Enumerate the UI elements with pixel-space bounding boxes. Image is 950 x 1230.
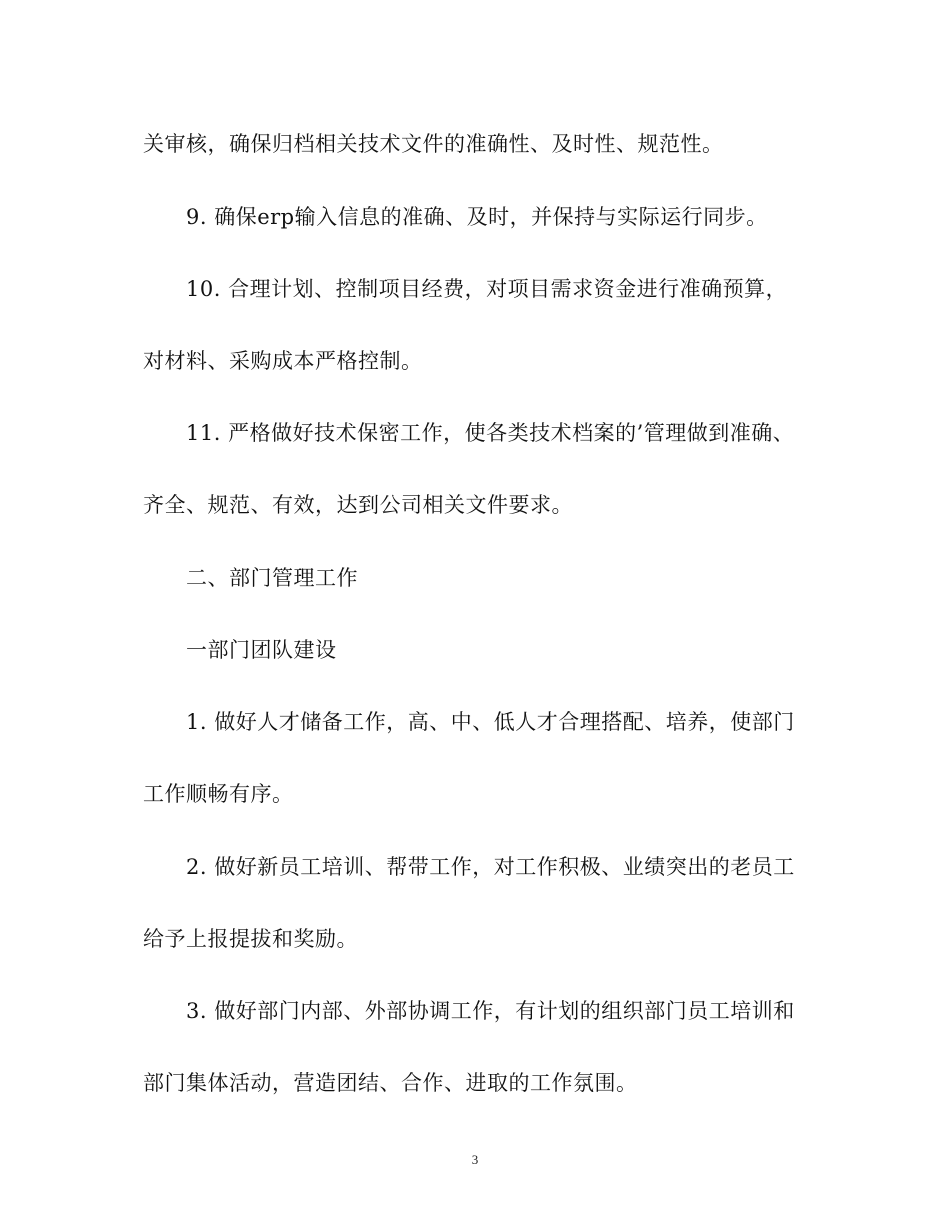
- paragraph-line: 工作顺畅有序。: [143, 782, 294, 806]
- paragraph-line: 给予上报提拔和奖励。: [143, 927, 358, 951]
- paragraph-line: 对材料、采购成本严格控制。: [143, 349, 423, 373]
- paragraph-line: 10. 合理计划、控制项目经费，对项目需求资金进行准确预算，: [186, 277, 788, 301]
- section-heading: 二、部门管理工作: [186, 566, 358, 590]
- page-number: 3: [471, 1152, 479, 1167]
- paragraph-line: 9. 确保erp输入信息的准确、及时，并保持与实际运行同步。: [186, 205, 768, 229]
- paragraph-line: 部门集体活动，营造团结、合作、进取的工作氛围。: [143, 1071, 638, 1095]
- paragraph-line: 齐全、规范、有效，达到公司相关文件要求。: [143, 493, 573, 517]
- paragraph-line: 3. 做好部门内部、外部协调工作，有计划的组织部门员工培训和: [186, 999, 795, 1023]
- subsection-heading: 一部门团队建设: [186, 638, 337, 662]
- paragraph-line: 关审核，确保归档相关技术文件的准确性、及时性、规范性。: [143, 132, 724, 156]
- paragraph-line: 11. 严格做好技术保密工作，使各类技术档案的’管理做到准确、: [186, 421, 795, 445]
- paragraph-line: 2. 做好新员工培训、帮带工作，对工作积极、业绩突出的老员工: [186, 855, 795, 879]
- paragraph-line: 1. 做好人才储备工作，高、中、低人才合理搭配、培养，使部门: [186, 710, 795, 734]
